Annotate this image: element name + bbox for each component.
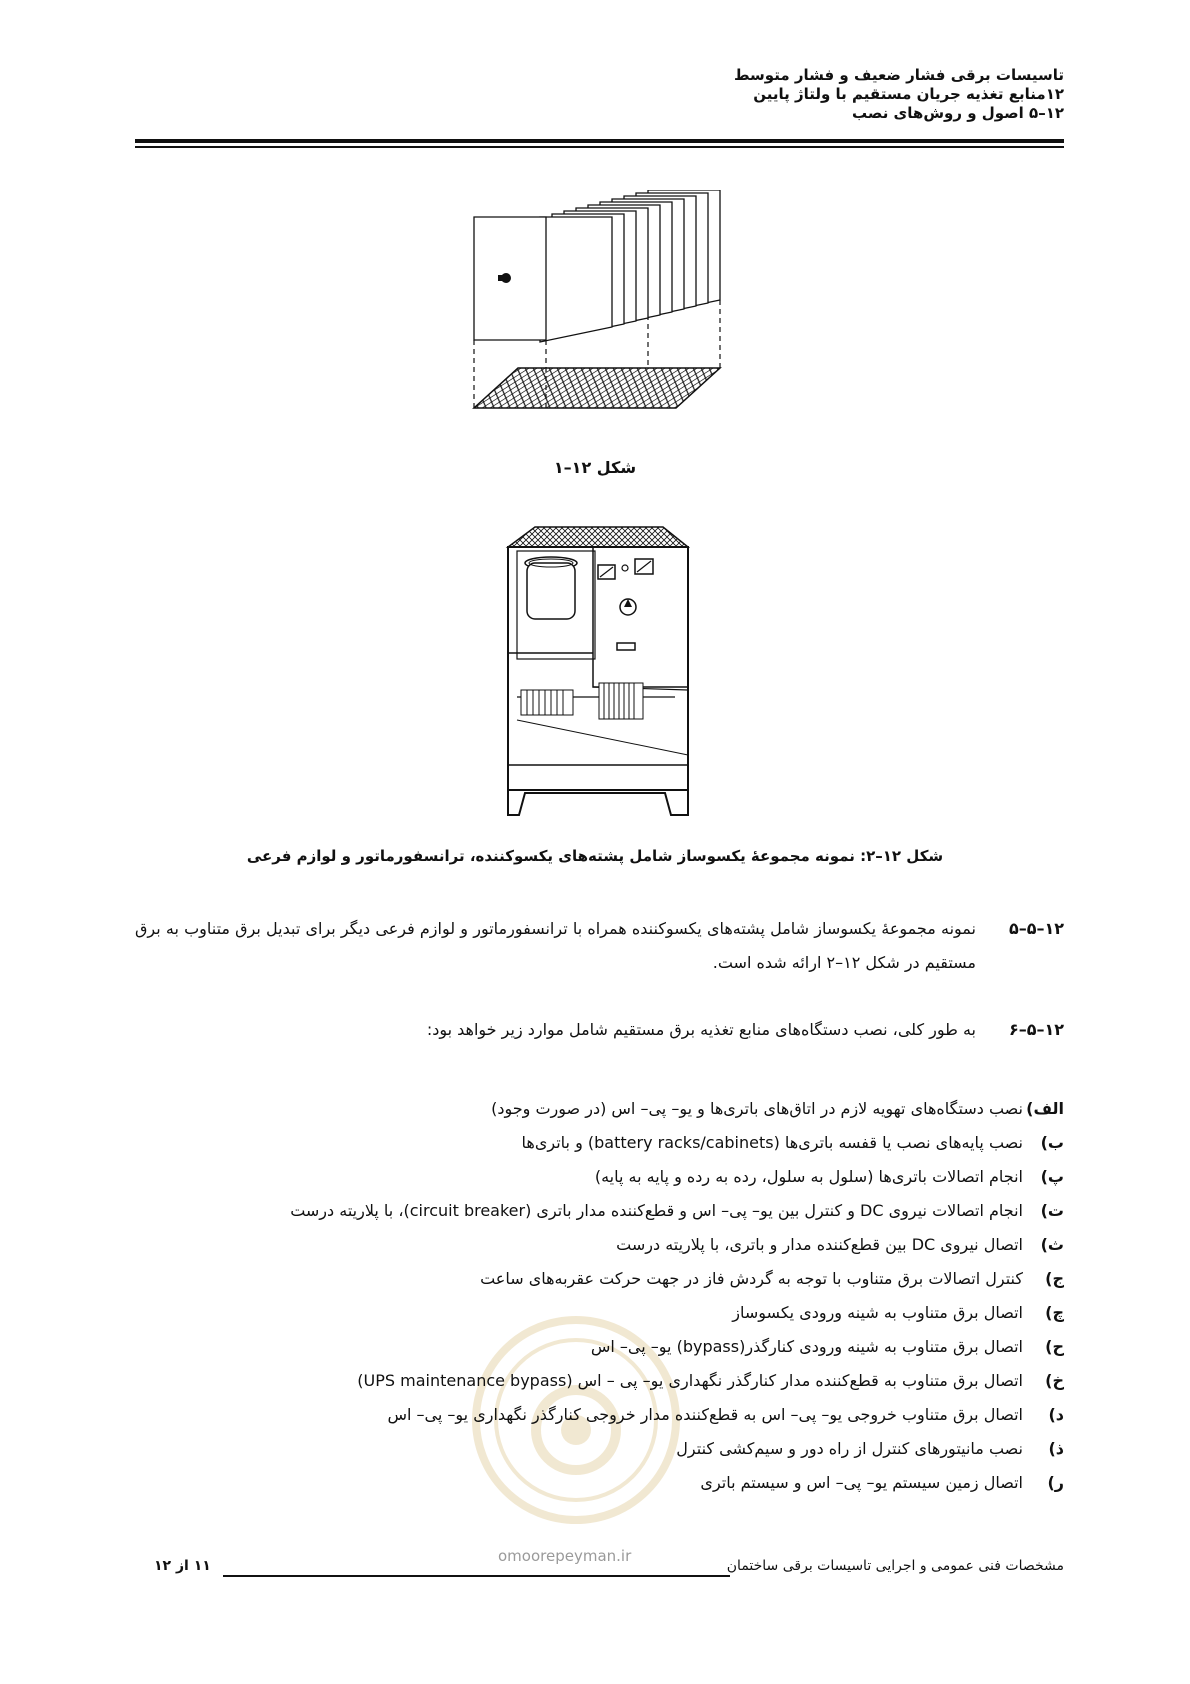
list-marker: ت) bbox=[1040, 1201, 1064, 1220]
figure-rectifier-cabinet bbox=[505, 525, 691, 820]
paragraph-number: ۱۲–۵–۶ bbox=[1008, 1020, 1064, 1039]
list-text: اتصال برق متناوب به شینه ورودی یکسوساز bbox=[732, 1303, 1023, 1322]
header-line-2: ۱۲منابع تغذیه جریان مستقیم با ولتاژ پایین bbox=[753, 85, 1064, 103]
list-item bbox=[135, 1262, 1064, 1296]
header-line-3: ۱۲–۵ اصول و روش‌های نصب bbox=[852, 104, 1064, 122]
list-item bbox=[135, 1432, 1064, 1466]
list-item bbox=[135, 1126, 1064, 1160]
list-text: نصب مانیتورهای کنترل از راه دور و سیم‌کشی کنترل bbox=[676, 1439, 1023, 1458]
list-marker: د) bbox=[1048, 1405, 1064, 1424]
list-marker: الف) bbox=[1026, 1099, 1064, 1118]
figure-1-caption: شکل ۱۲–۱ bbox=[553, 458, 637, 477]
list-text: اتصال برق متناوب به قطع‌کننده مدار کنارگذر نگهداری یو– پی – اس (UPS maintenance bypass) bbox=[357, 1371, 1023, 1390]
list-marker: ح) bbox=[1045, 1337, 1064, 1356]
list-item bbox=[135, 1194, 1064, 1228]
paragraph-text: به طور کلی، نصب دستگاه‌های منابع تغذیه برق مستقیم شامل موارد زیر خواهد بود: bbox=[426, 1020, 976, 1039]
list-text: کنترل اتصالات برق متناوب با توجه به گردش فاز در جهت حرکت عقربه‌های ساعت bbox=[480, 1269, 1023, 1288]
figure-rectifier-plates bbox=[466, 190, 728, 452]
running-header bbox=[734, 66, 1064, 123]
list-marker: ث) bbox=[1040, 1235, 1064, 1254]
list-marker: ذ) bbox=[1048, 1439, 1064, 1458]
list-text: نصب پایه‌های نصب یا قفسه باتری‌ها (battery racks/cabinets) و باتری‌ها bbox=[521, 1133, 1023, 1152]
watermark-text: omoorepeyman.ir bbox=[498, 1547, 632, 1565]
list-item bbox=[135, 1092, 1064, 1126]
footer-title: مشخصات فنی عمومی و اجرایی تاسیسات برقی ساختمان bbox=[726, 1558, 1064, 1574]
list-text: انجام اتصالات نیروی DC و کنترل بین یو– پی– اس و قطع‌کننده مدار باتری (circuit breaker)، با پلاریته درست bbox=[290, 1201, 1023, 1220]
paragraph-12-5-6 bbox=[135, 1013, 1064, 1047]
list-item bbox=[135, 1398, 1064, 1432]
list-text: اتصال زمین سیستم یو– پی– اس و سیستم باتری bbox=[700, 1473, 1023, 1492]
page-number: ۱۱ از ۱۲ bbox=[154, 1558, 211, 1574]
list-text: اتصال برق متناوب به شینه ورودی کنارگذر(bypass) یو– پی– اس bbox=[590, 1337, 1023, 1356]
list-marker: ب) bbox=[1040, 1133, 1064, 1152]
list-item bbox=[135, 1160, 1064, 1194]
list-text: نصب دستگاه‌های تهویه لازم در اتاق‌های باتری‌ها و یو– پی– اس (در صورت وجود) bbox=[491, 1099, 1023, 1118]
paragraph-number: ۱۲–۵–۵ bbox=[1008, 919, 1064, 938]
footer-rule bbox=[223, 1575, 730, 1577]
list-marker: ر) bbox=[1047, 1473, 1064, 1492]
paragraph-text: نمونه مجموعهٔ یکسوساز شامل پشته‌های یکسوکننده همراه با ترانسفورماتور و لوازم فرعی دیگر برای تبدیل برق متناوب به برق مستقیم در شکل ۱۲–۲ ارائه شده است. bbox=[135, 919, 976, 972]
list-item bbox=[135, 1296, 1064, 1330]
list-text: اتصال نیروی DC بین قطع‌کننده مدار و باتری، با پلاریته درست bbox=[616, 1235, 1023, 1254]
list-item bbox=[135, 1330, 1064, 1364]
list-marker: چ) bbox=[1045, 1303, 1064, 1322]
header-rule-thin bbox=[135, 146, 1064, 148]
list-item bbox=[135, 1228, 1064, 1262]
paragraph-12-5-5 bbox=[135, 912, 1064, 980]
list-text: انجام اتصالات باتری‌ها (سلول به سلول، رده به رده و پایه به پایه) bbox=[594, 1167, 1023, 1186]
header-line-1: تاسیسات برقی فشار ضعیف و فشار متوسط bbox=[733, 66, 1064, 84]
list-marker: ج) bbox=[1045, 1269, 1064, 1288]
list-item bbox=[135, 1364, 1064, 1398]
list-marker: خ) bbox=[1045, 1371, 1064, 1390]
header-rule-thick bbox=[135, 139, 1064, 143]
list-item bbox=[135, 1466, 1064, 1500]
figure-2-caption: شکل ۱۲–۲: نمونه مجموعهٔ یکسوساز شامل پشته‌های یکسوکننده، ترانسفورماتور و لوازم فرعی bbox=[246, 847, 944, 865]
installation-list bbox=[135, 1092, 1064, 1500]
list-marker: پ) bbox=[1040, 1167, 1064, 1186]
list-text: اتصال برق متناوب خروجی یو– پی– اس به قطع‌کننده مدار خروجی کنارگذر نگهداری یو– پی– اس bbox=[387, 1405, 1023, 1424]
